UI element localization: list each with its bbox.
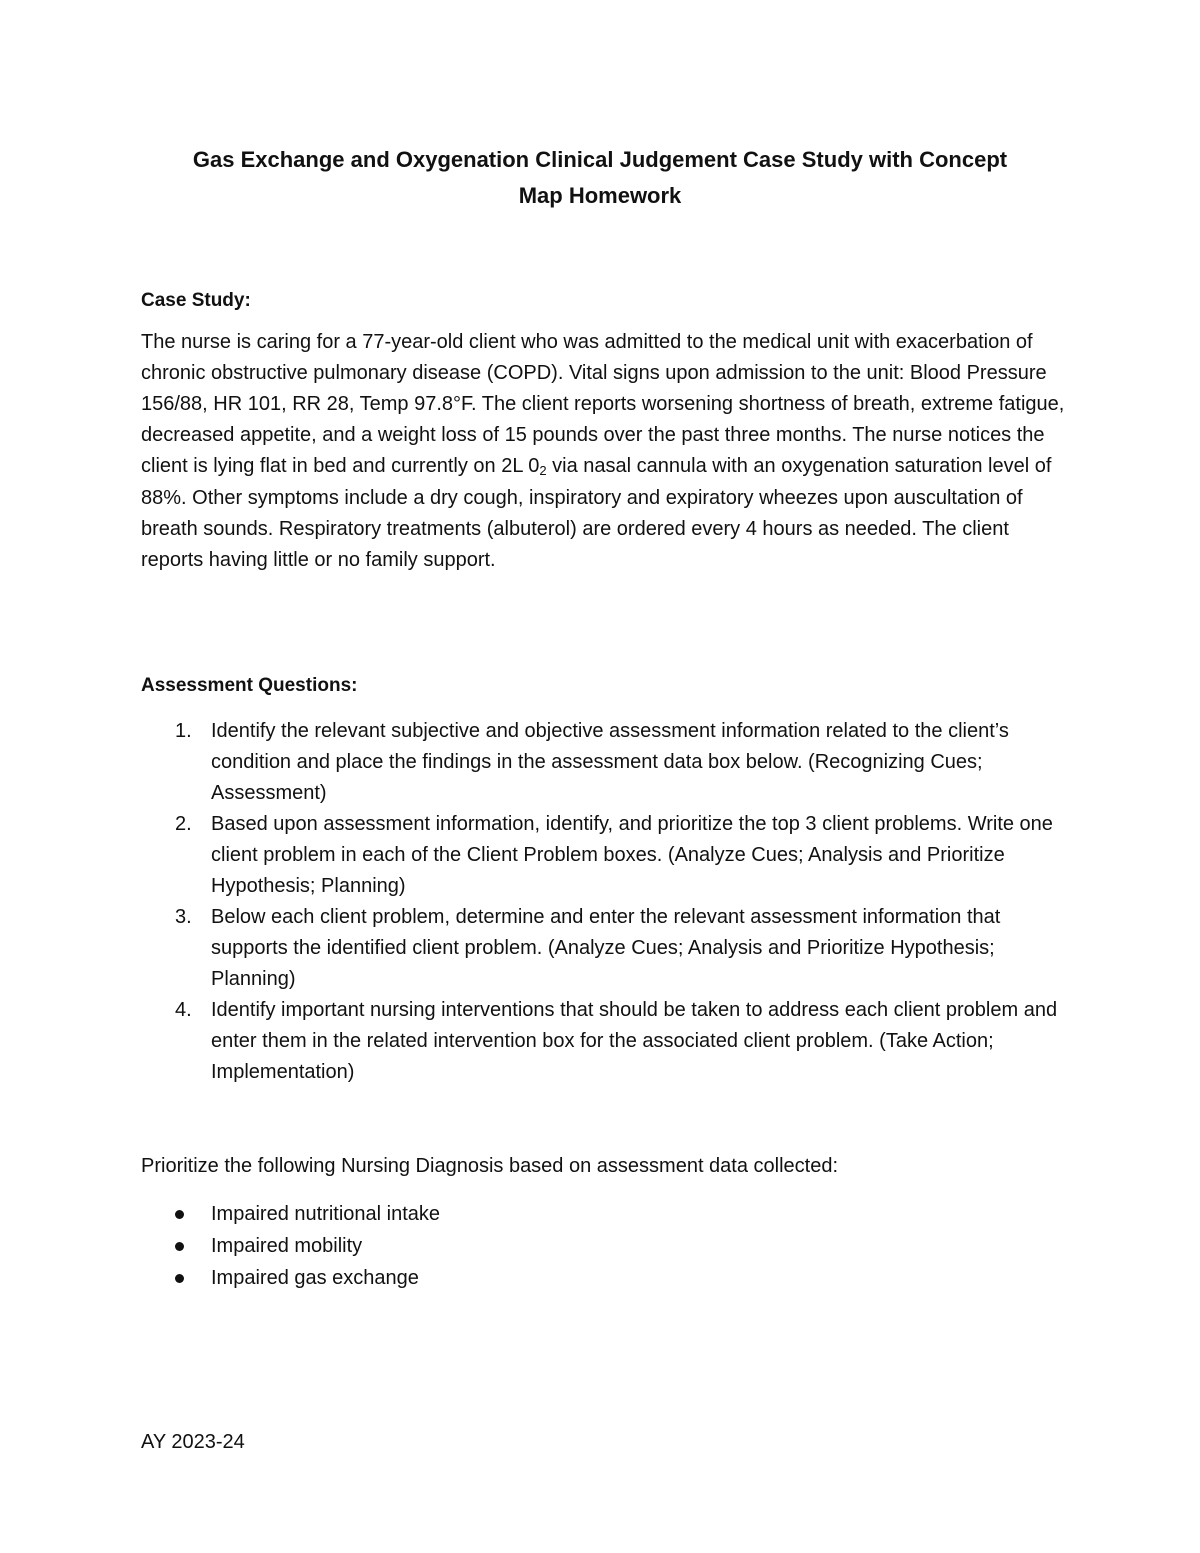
oxygen-subscript: 2 [539, 463, 547, 478]
list-item [141, 809, 1076, 902]
title-line-2: Map Homework [518, 183, 682, 208]
list-item [141, 902, 1076, 995]
page-footer: AY 2023-24 [141, 1431, 245, 1453]
question-number: 4. [175, 999, 192, 1021]
list-item [141, 716, 1076, 809]
bullet-icon [175, 1274, 184, 1283]
case-study-text-part-2: via nasal cannula with an oxygenation saturation level of 88%. Other symptoms include a dry cough, inspiratory and expiratory wheezes upon auscultation of breath sounds. Respiratory treatments (albuterol) are ordered every 4 hours as needed. The client reports having little or no family support. [141, 455, 1052, 571]
list-item [141, 1230, 440, 1262]
bullet-icon [175, 1210, 184, 1219]
assessment-questions-heading: Assessment Questions: [141, 675, 358, 696]
question-text: Below each client problem, determine and enter the relevant assessment information that supports the identified client problem. (Analyze Cues; Analysis and Prioritize Hypothesis; Planning) [211, 906, 1001, 990]
title-line-1: Gas Exchange and Oxygenation Clinical Judgement Case Study with Concept [192, 147, 1008, 172]
case-study-text-part-1: The nurse is caring for a 77-year-old client who was admitted to the medical unit with exacerbation of chronic obstructive pulmonary disease (COPD). Vital signs upon admission to the unit: Blood Pressure 156/88, HR 101, RR 28, Temp 97.8°F. The client reports worsening shortness of breath, extreme fatigue, decreased appetite, and a weight loss of 15 pounds over the past three months. The nurse notices the client is lying flat in bed and currently on 2L 0 [141, 331, 1065, 477]
list-item [141, 995, 1076, 1088]
nursing-diagnosis-list [141, 1198, 440, 1294]
document-title [100, 142, 1100, 214]
diagnosis-text: Impaired mobility [211, 1235, 363, 1257]
list-item [141, 1262, 440, 1294]
question-text: Identify important nursing interventions that should be taken to address each client problem and enter them in the related intervention box for the associated client problem. (Take Action; Implementation) [211, 999, 1058, 1083]
bullet-icon [175, 1242, 184, 1251]
case-study-heading: Case Study: [141, 290, 251, 311]
question-number: 3. [175, 906, 192, 928]
question-text: Based upon assessment information, identify, and prioritize the top 3 client problems. Write one client problem in each of the Client Problem boxes. (Analyze Cues; Analysis and Prioritize Hypothesis; Planning) [211, 813, 1053, 897]
diagnosis-text: Impaired gas exchange [211, 1267, 419, 1289]
list-item [141, 1198, 440, 1230]
diagnosis-text: Impaired nutritional intake [211, 1203, 441, 1225]
question-number: 2. [175, 813, 192, 835]
prioritize-intro: Prioritize the following Nursing Diagnosis based on assessment data collected: [141, 1155, 839, 1177]
question-number: 1. [175, 720, 192, 742]
question-text: Identify the relevant subjective and objective assessment information related to the client’s condition and place the findings in the assessment data box below. (Recognizing Cues; Assessment) [211, 720, 1009, 804]
case-study-paragraph [141, 327, 1071, 576]
assessment-questions-list [141, 716, 1076, 1088]
